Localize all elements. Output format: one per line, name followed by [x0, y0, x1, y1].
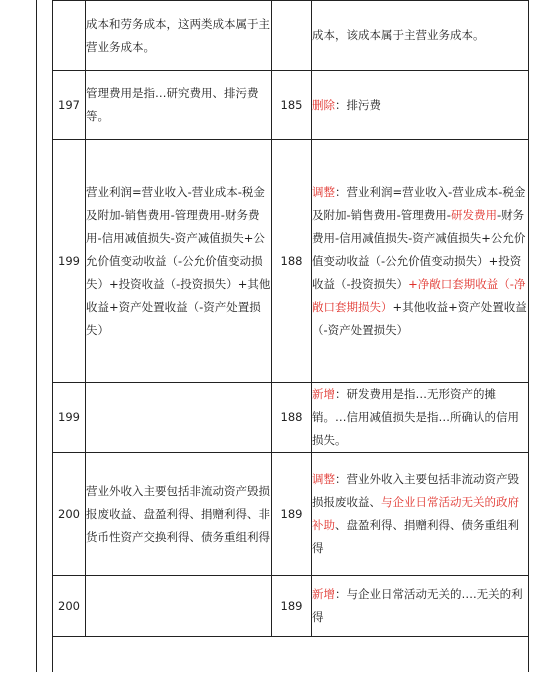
- outer-border-left: [36, 0, 37, 672]
- old-content: [86, 383, 272, 453]
- old-page-number: 200: [53, 576, 86, 637]
- revision-highlight: 研发费用: [450, 207, 497, 222]
- revision-text: +其他收益+资产处置收益（-资产处置损失）: [312, 299, 527, 337]
- old-content: 营业利润=营业收入-营业成本-税金及附加-销售费用-管理费用-财务费用-信用减值损失-资产减值损失+公允价值变动收益（-公允价值变动损失）+投资收益（-投资损失）+其他收益+资产处置收益（-资产处置损失）: [86, 140, 272, 383]
- revision-highlight: 删除: [312, 97, 335, 112]
- new-page-number: 188: [272, 140, 312, 383]
- table-row: [53, 576, 529, 637]
- old-content: 管理费用是指…研究费用、排污费等。: [86, 71, 272, 140]
- new-content: [312, 383, 529, 453]
- table-row: [53, 1, 529, 71]
- revision-highlight: 调整: [312, 184, 335, 199]
- revision-highlight: 调整: [312, 472, 335, 486]
- old-page-number: 199: [53, 383, 86, 453]
- revision-table-body: [53, 1, 529, 637]
- old-page-number: 200: [53, 453, 86, 576]
- revision-text: 、盘盈利得、捐赠利得、债务重组利得: [312, 518, 519, 555]
- table-row: [53, 383, 529, 453]
- revision-text: ：研发费用是指…无形资产的摊销。…信用减值损失是指…所确认的信用损失。: [312, 387, 519, 447]
- table-row: [53, 71, 529, 140]
- new-page-number: 189: [272, 453, 312, 576]
- new-content: [312, 1, 529, 71]
- old-page-number: [53, 1, 86, 71]
- revision-highlight: 新增: [312, 587, 335, 601]
- revision-text: -财务费用-信用减值损失-资产减值损失+公允价值变动收益（-公允价值变动损失）+投资收益（-投资损失）: [312, 207, 526, 291]
- new-content: [312, 71, 529, 140]
- new-page-number: [272, 1, 312, 71]
- new-page-number: 185: [272, 71, 312, 140]
- revision-highlight: 与企业日常活动无关的政府补助: [312, 495, 519, 532]
- new-content: [312, 453, 529, 576]
- revision-text: 成本，该成本属于主营业务成本。: [312, 28, 485, 42]
- new-content: [312, 576, 529, 637]
- revision-text: ：营业外收入主要包括非流动资产毁损报废收益、: [312, 472, 519, 509]
- new-content: [312, 140, 529, 383]
- revision-highlight: 新增: [312, 387, 335, 401]
- old-content: 成本和劳务成本，这两类成本属于主营业务成本。: [86, 1, 272, 71]
- revision-text: ：排污费: [335, 97, 381, 112]
- old-page-number: 197: [53, 71, 86, 140]
- table-row: [53, 453, 529, 576]
- revision-table: [52, 0, 529, 637]
- old-content: 营业外收入主要包括非流动资产毁损报废收益、盘盈利得、捐赠利得、非货币性资产交换利得、债务重组利得: [86, 453, 272, 576]
- new-page-number: 188: [272, 383, 312, 453]
- revision-highlight: +净敞口套期收益（-净敞口套期损失）: [312, 276, 526, 314]
- old-content: [86, 576, 272, 637]
- new-page-number: 189: [272, 576, 312, 637]
- revision-text: ：与企业日常活动无关的….无关的利得: [312, 587, 523, 624]
- revision-text: ：营业利润=营业收入-营业成本-税金及附加-销售费用-管理费用-: [312, 184, 526, 222]
- table-row: [53, 140, 529, 383]
- old-page-number: 199: [53, 140, 86, 383]
